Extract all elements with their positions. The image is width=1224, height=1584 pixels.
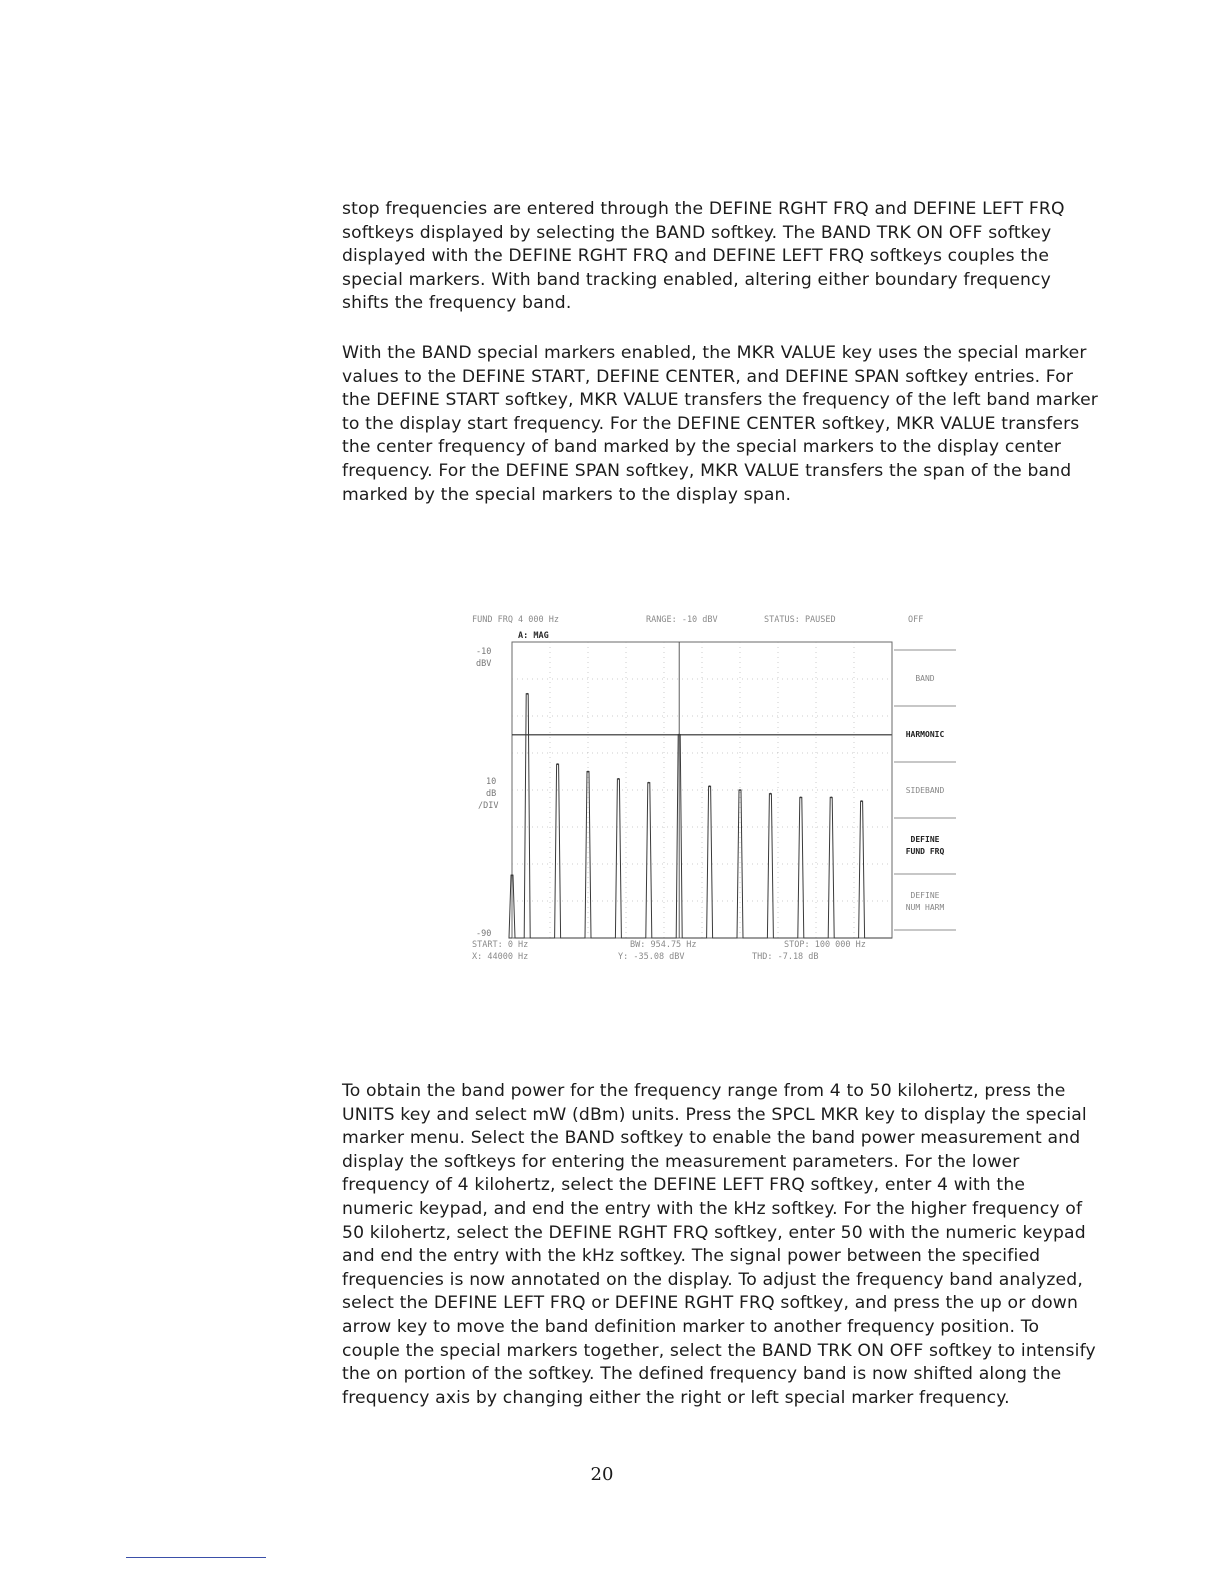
footnote-rule: [126, 1557, 266, 1558]
plot-grid: [512, 642, 892, 938]
softkey-label: DEFINE: [910, 835, 940, 844]
y-axis-top-value: -10: [476, 647, 492, 657]
softkey-3[interactable]: [906, 786, 945, 795]
header-status: STATUS: PAUSED: [764, 615, 836, 625]
header-off: OFF: [908, 615, 924, 625]
page-number: 20: [590, 1464, 614, 1485]
softkey-5[interactable]: [906, 891, 945, 912]
softkey-1[interactable]: [915, 674, 934, 683]
spectrum-trace: [509, 694, 892, 938]
footer-bw: BW: 954.75 Hz: [630, 940, 697, 950]
softkey-label: DEFINE: [910, 891, 940, 900]
softkey-label: BAND: [915, 674, 935, 683]
softkey-column: [894, 650, 956, 930]
footer-thd: THD: -7.18 dB: [752, 952, 819, 962]
softkey-2[interactable]: [906, 730, 945, 739]
header-fund-frq: FUND FRQ 4 000 Hz: [472, 615, 559, 625]
footer-y-marker: Y: -35.08 dBV: [618, 952, 685, 962]
body-paragraph-1: stop frequencies are entered through the DEFINE RGHT FRQ and DEFINE LEFT FRQ softkeys displayed by selecting the BAND softkey. The BAND TRK ON OFF softkey displayed with the DEFINE RGHT FRQ and DEFINE LEFT FRQ softkeys couples the special markers. With band tracking enabled, altering either boundary frequency shifts the frequency band.: [342, 199, 1065, 314]
footer-x-marker: X: 44000 Hz: [472, 952, 529, 962]
analyzer-screen-figure: [462, 606, 970, 970]
spectrum-marks: [511, 642, 892, 938]
header-range: RANGE: -10 dBV: [646, 615, 718, 625]
y-axis-scale-1: 10: [486, 777, 497, 787]
softkey-label: FUND FRQ: [905, 847, 945, 856]
footer-stop: STOP: 100 000 Hz: [784, 940, 866, 950]
softkey-4[interactable]: [906, 835, 945, 856]
body-paragraph-2: With the BAND special markers enabled, the MKR VALUE key uses the special marker values to the DEFINE START, DEFINE CENTER, and DEFINE SPAN softkey entries. For the DEFINE START softkey, MKR VALUE transfers the frequency of the left band marker to the display start frequency. For the DEFINE CENTER softkey, MKR VALUE transfers the center frequency of band marked by the special markers to the display center frequency. For the DEFINE SPAN softkey, MKR VALUE transfers the span of the band marked by the special markers to the display span.: [342, 343, 1099, 505]
body-paragraph-3: To obtain the band power for the frequency range from 4 to 50 kilohertz, press the UNITS key and select mW (dBm) units. Press the SPCL MKR key to display the special marker menu. Select the BAND softkey to enable the band power measurement and display the softkeys for entering the measurement parameters. For the lower frequency of 4 kilohertz, select the DEFINE LEFT FRQ softkey, enter 4 with the numeric keypad, and end the entry with the kHz softkey. For the higher frequency of 50 kilohertz, select the DEFINE RGHT FRQ softkey, enter 50 with the numeric keypad and end the entry with the kHz softkey. The signal power between the specified frequencies is now annotated on the display. To adjust the frequency band analyzed, select the DEFINE LEFT FRQ or DEFINE RGHT FRQ softkey, and press the up or down arrow key to move the band definition marker to another frequency position. To couple the special markers together, select the BAND TRK ON OFF softkey to intensify the on portion of the softkey. The defined frequency band is now shifted along the frequency axis by changing either the right or left special marker frequency.: [342, 1081, 1096, 1408]
y-axis-scale-2: dB: [486, 789, 497, 799]
y-axis-scale-3: /DIV: [478, 801, 499, 811]
footer-start: START: 0 Hz: [472, 940, 529, 950]
y-axis-bottom-value: -90: [476, 929, 492, 939]
y-axis-top-unit: dBV: [476, 659, 492, 669]
softkey-label: HARMONIC: [905, 730, 945, 739]
softkey-label: SIDEBAND: [905, 786, 945, 795]
softkey-label: NUM HARM: [905, 903, 945, 912]
trace-label: A: MAG: [518, 631, 549, 641]
